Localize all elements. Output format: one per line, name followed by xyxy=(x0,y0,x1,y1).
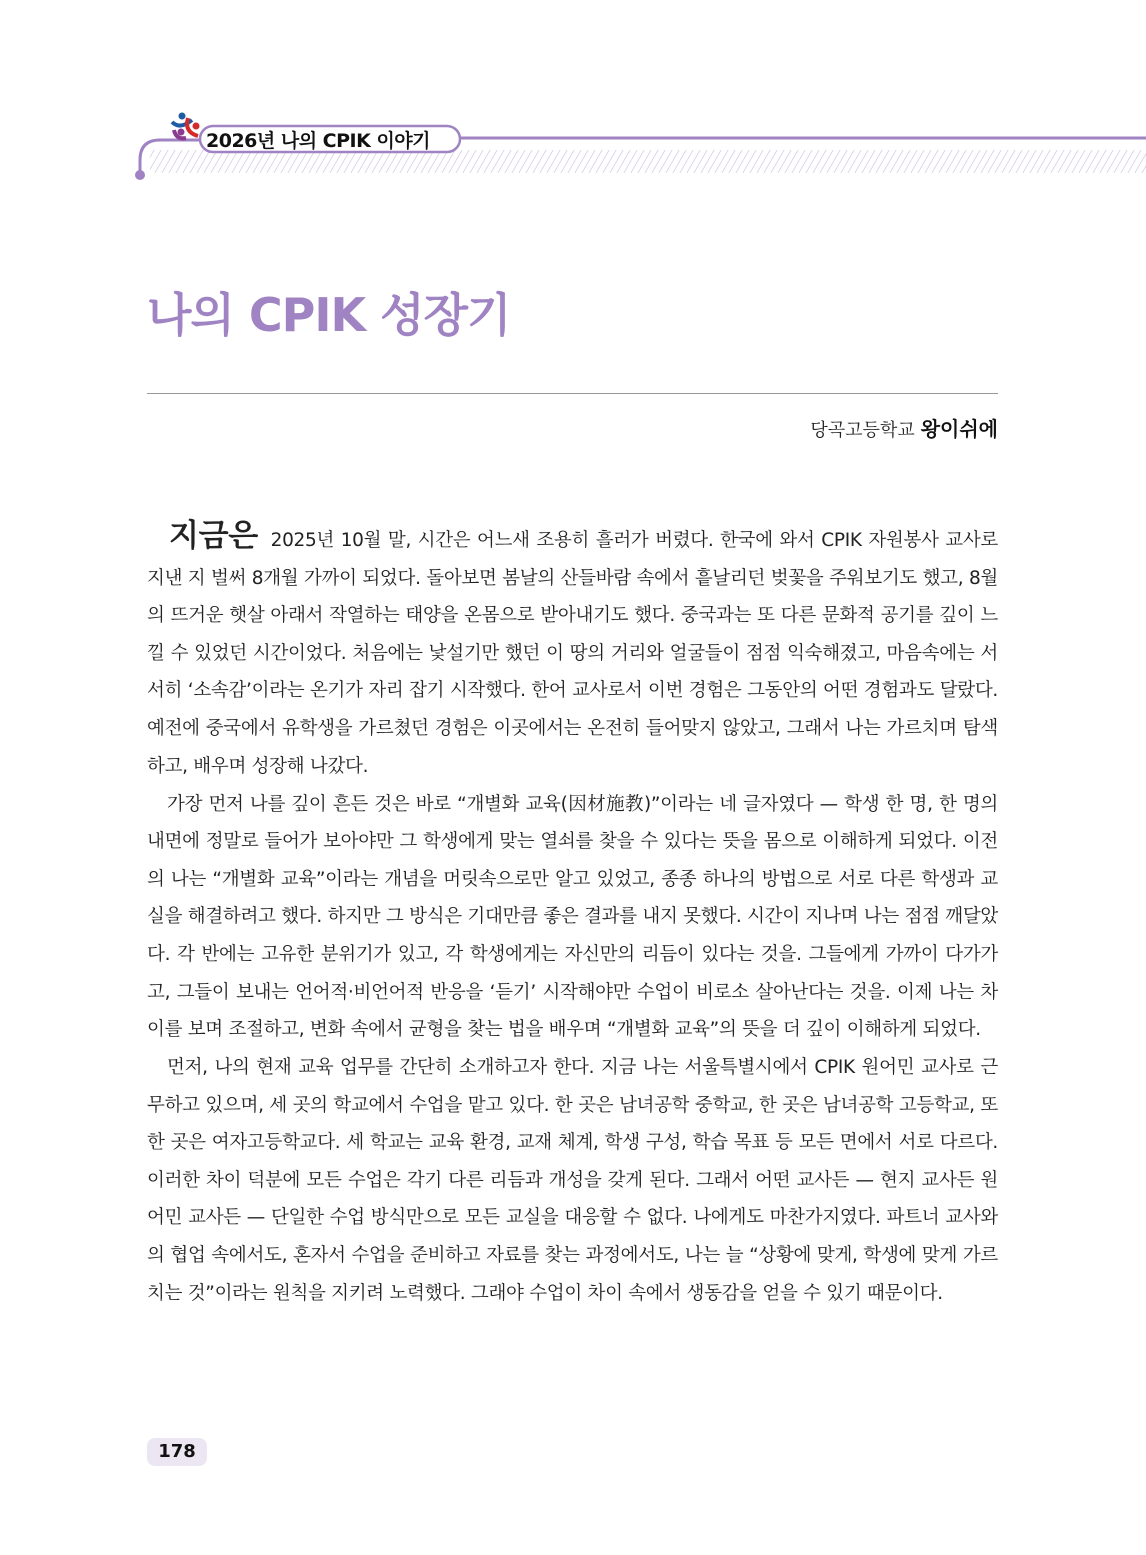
page-number: 178 xyxy=(147,1438,207,1466)
byline xyxy=(810,413,998,442)
title-divider xyxy=(147,393,998,394)
author-name: 왕이쉬에 xyxy=(920,417,998,441)
paragraph: 가장 먼저 나를 깊이 흔든 것은 바로 “개별화 교육(因材施教)”이라는 네 글자였다 — 학생 한 명, 한 명의 내면에 정말로 들어가 보아야만 그 학생에게 맞는 열쇠를 찾을 수 있다는 뜻을 몸으로 이해하게 되었다. 이전의 나는 “개별화 교육”이라는 개념을 머릿속으로만 알고 있었고, 종종 하나의 방법으로 서로 다른 학생과 교실을 해결하려고 했다. 하지만 그 방식은 기대만큼 좋은 결과를 내지 못했다. 시간이 지나며 나는 점점 깨달았다. 각 반에는 고유한 분위기가 있고, 각 학생에게는 자신만의 리듬이 있다는 것을. 그들에게 가까이 다가가고, 그들이 보내는 언어적·비언어적 반응을 ‘듣기’ 시작해야만 수업이 비로소 살아난다는 것을. 이제 나는 차이를 보며 조절하고, 변화 속에서 균형을 찾는 법을 배우며 “개별화 교육”의 뜻을 더 깊이 이해하게 되었다. xyxy=(147,793,998,1041)
paragraph: 지금은 2025년 10월 말, 시간은 어느새 조용히 흘러가 버렸다. 한국에 와서 CPIK 자원봉사 교사로 지낸 지 벌써 8개월 가까이 되었다. 돌아보면 봄날의 산들바람 속에서 흩날리던 벚꽃을 주워보기도 했고, 8월의 뜨거운 햇살 아래서 작열하는 태양을 온몸으로 받아내기도 했다. 중국과는 또 다른 문화적 공기를 깊이 느낄 수 있었던 시간이었다. 처음에는 낯설기만 했던 이 땅의 거리와 얼굴들이 점점 익숙해졌고, 마음속에는 서서히 ‘소속감’이라는 온기가 자리 잡기 시작했다. 한어 교사로서 이번 경험은 그동안의 어떤 경험과도 달랐다. 예전에 중국에서 유학생을 가르쳤던 경험은 이곳에서는 온전히 들어맞지 않았고, 그래서 나는 가르치며 탐색하고, 배우며 성장해 나갔다. xyxy=(147,518,998,777)
series-header xyxy=(0,100,1146,190)
article-title: 나의 CPIK 성장기 xyxy=(147,287,511,342)
series-label: 2026년 나의 CPIK 이야기 xyxy=(206,130,431,152)
article-body xyxy=(147,518,998,1313)
author-school: 당곡고등학교 xyxy=(810,420,915,441)
cpik-logo-icon xyxy=(172,113,200,139)
paragraph: 먼저, 나의 현재 교육 업무를 간단히 소개하고자 한다. 지금 나는 서울특별시에서 CPIK 원어민 교사로 근무하고 있으며, 세 곳의 학교에서 수업을 맡고 있다. 한 곳은 남녀공학 중학교, 한 곳은 남녀공학 고등학교, 또 한 곳은 여자고등학교다. 세 학교는 교육 환경, 교재 체계, 학생 구성, 학습 목표 등 모든 면에서 서로 다르다. 이러한 차이 덕분에 모든 수업은 각기 다른 리듬과 개성을 갖게 된다. 그래서 어떤 교사든 — 현지 교사든 원어민 교사든 — 단일한 수업 방식만으로 모든 교실을 대응할 수 없다. 나에게도 마찬가지였다. 파트너 교사와의 협업 속에서도, 혼자서 수업을 준비하고 자료를 찾는 과정에서도, 나는 늘 “상황에 맞게, 학생에 맞게 가르치는 것”이라는 원칙을 지키려 노력했다. 그래야 수업이 차이 속에서 생동감을 얻을 수 있기 때문이다. xyxy=(147,1057,998,1304)
header-decoration xyxy=(0,100,1146,190)
dropcap: 지금은 xyxy=(169,518,258,554)
